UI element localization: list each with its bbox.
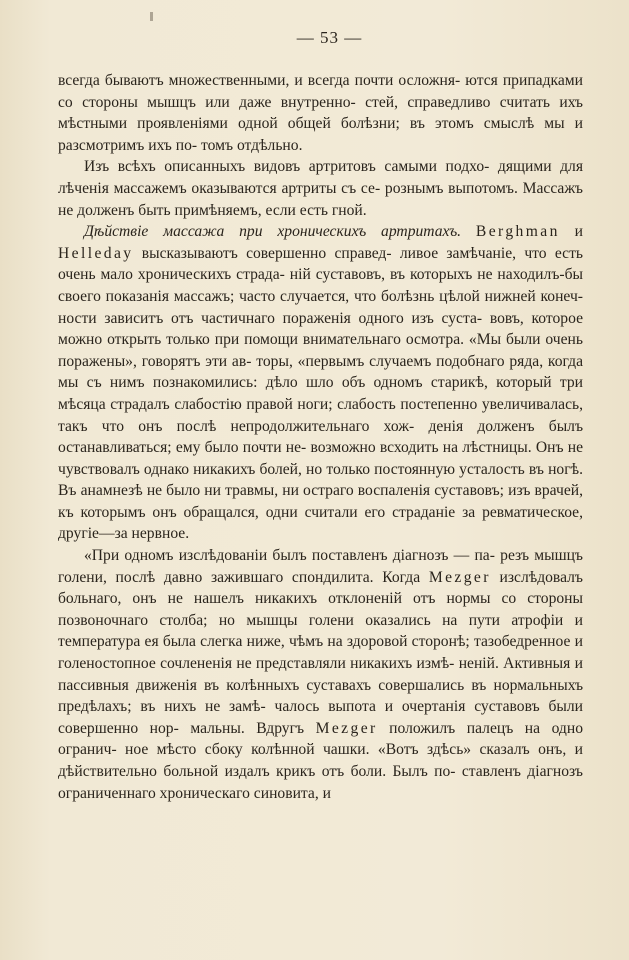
- text-line: торы, «первымъ случаемъ подобнаго ряда, когда мы съ нимъ: [58, 352, 583, 392]
- text-fragment: Когда: [382, 568, 429, 586]
- text-line: всегда бываютъ множественными, и всегда почти осложня-: [58, 72, 461, 89]
- text-line: Въ анамнезѣ не было ни травмы, ни остраго воспаленія: [58, 482, 431, 500]
- text-line: массажъ; часто случается, что болѣзнь цѣлой нижней конеч-: [173, 287, 584, 305]
- text-fragment: и: [559, 223, 583, 241]
- text-line: познакомились: дѣло шло объ одномъ старикѣ, который три: [152, 374, 583, 392]
- text-line: суставовъ; изъ врачей, къ которымъ онъ обращался, одни: [58, 482, 583, 521]
- text-line: высказываютъ совершенно справед-: [133, 244, 392, 262]
- text-line: и дѣйствительно больной издалъ крикъ отъ боли. Былъ по-: [58, 741, 583, 780]
- text-line: никакихъ болей, но только постоянную усталость въ ногѣ.: [193, 460, 583, 478]
- text-line: вовъ, которое можно открыть только при помощи внимательнаго осмотра. «Мы были очень поражены», говорятъ эти ав-: [58, 309, 584, 370]
- paragraph-4: [58, 545, 583, 804]
- text-line: ности зависитъ отъ частичнаго пораженія одного изъ суста-: [58, 309, 483, 327]
- page-number: — 53 —: [296, 28, 363, 47]
- text-line: отклоненій отъ нормы со стороны позвоночнаго столба; но: [58, 590, 583, 629]
- text-line: возможно всходить на лѣстницы. Онъ не чувствовалъ однако: [58, 439, 583, 478]
- paragraph-2: [58, 156, 583, 221]
- text-line: дящими для лѣченія массажемъ оказываются артриты съ се-: [58, 158, 583, 197]
- paragraph-1: [58, 70, 583, 156]
- text-line: и голеностопное сочлененія не представляли никакихъ измѣ-: [58, 633, 584, 673]
- section-heading: Дѣйствіе массажа при хроническихъ артритахъ.: [84, 223, 462, 241]
- text-line: денія долженъ былъ останавливаться; ему было почти не-: [58, 417, 584, 457]
- text-line: ставленъ діагнозъ ограниченнаго хроническаго синовита, и: [58, 763, 583, 802]
- author-name: Berghman: [475, 223, 560, 241]
- text-line: «При одномъ изслѣдованіи былъ поставленъ діагнозъ — па-: [84, 547, 495, 565]
- text-line: рознымъ выпотомъ. Массажъ не долженъ быть примѣняемъ,: [58, 179, 583, 219]
- text-line: увеличивалась, такъ что онъ послѣ непродолжительнаго хож-: [58, 395, 583, 435]
- ink-mark: [150, 12, 153, 21]
- author-name: Mezger: [428, 568, 491, 586]
- text-line: резъ мышцъ голени, послѣ давно зажившаго спондилита.: [58, 547, 583, 586]
- text-line: совершались въ нормальныхъ предѣлахъ; въ нихъ не замѣ-: [58, 676, 584, 716]
- text-line: Изъ всѣхъ описанныхъ видовъ артритовъ самыми подхо-: [84, 158, 490, 176]
- text-line: ются припадками со стороны мышцъ или даже внутренно-: [58, 72, 583, 111]
- text-line: была слегка ниже, чѣмъ на здоровой сторонѣ; тазобедренное: [162, 633, 571, 651]
- text-line: мѣсяца страдалъ слабостію правой ноги; слабость постепенно: [58, 395, 478, 413]
- text-line: ній суставовъ, въ которыхъ не находилъ-бы своего показанія: [58, 266, 583, 305]
- text-line: неній. Активныя и пассивныя движенія въ колѣнныхъ суставахъ: [58, 655, 583, 694]
- text-line: мышцы голени оказались на пути атрофіи и температура ея: [58, 611, 583, 651]
- text-fragment: изслѣдовалъ больнаго, онъ не нашелъ никакихъ: [58, 568, 583, 608]
- author-name: Mezger: [315, 719, 378, 737]
- text-fragment: положилъ палецъ на одно огранич-: [58, 719, 584, 759]
- text-line: чалось выпота и очертанія суставовъ были совершенно нор-: [58, 698, 583, 737]
- text-fragment: мальны. Вдругъ: [190, 719, 316, 737]
- author-name: Helleday: [58, 244, 134, 262]
- paragraph-3: [58, 221, 583, 545]
- text-line: ное мѣсто сбоку колѣнной чашки. «Вотъ здѣсь» сказалъ онъ,: [125, 741, 567, 759]
- text-line: ливое замѣчаніе, что есть очень мало хроническихъ страда-: [58, 244, 583, 284]
- text-line: стей, справедливо считать ихъ мѣстными проявленіями одной: [58, 93, 583, 133]
- text-line: если есть гной.: [265, 201, 367, 219]
- text-line: считали его страданіе за ревматическое, другіе—за нервное.: [58, 503, 583, 543]
- text-line: томъ отдѣльно.: [201, 136, 303, 154]
- text-line: общей болѣзни; въ этомъ смыслѣ мы и разсмотримъ ихъ по-: [58, 115, 583, 154]
- page-body: [58, 70, 583, 804]
